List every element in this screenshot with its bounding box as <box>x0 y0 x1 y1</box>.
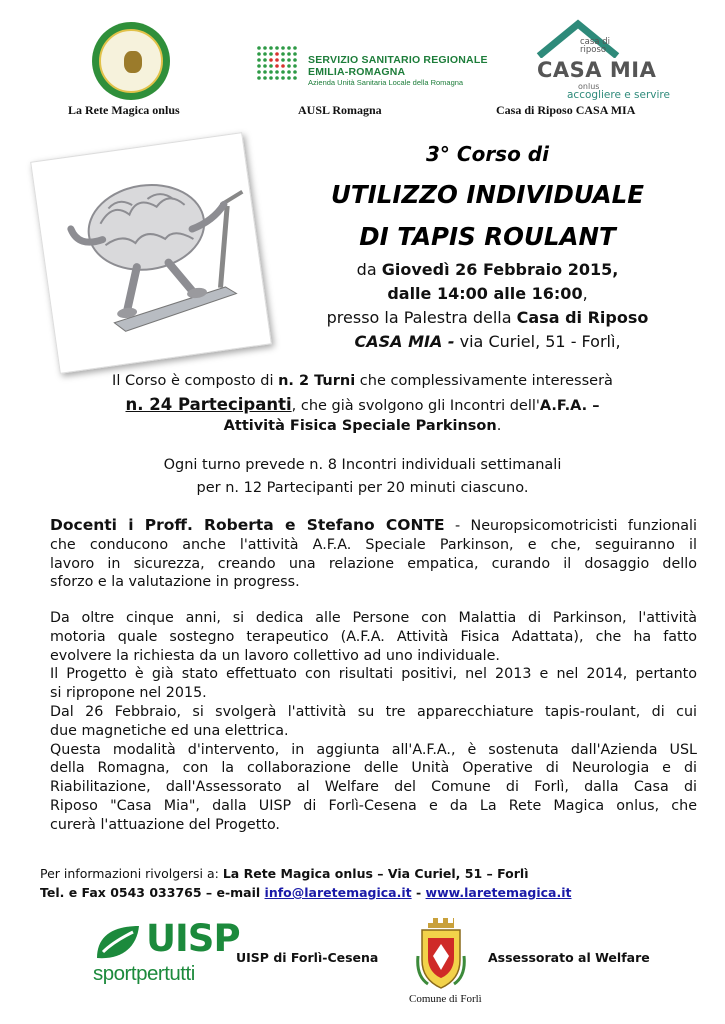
course-line3 <box>40 418 685 434</box>
course-turni: n. 2 Turni <box>278 373 356 389</box>
uisp-leaf-icon <box>93 922 143 964</box>
para-line: della Romagna, con la collaborazione delle Unità Operative di Neurologia e di <box>50 760 697 777</box>
casa-logo-tagline: accogliere e servire <box>567 89 670 101</box>
docenti-line: sforzo e la valutazione in progress. <box>50 574 300 591</box>
rete-magica-logo <box>92 22 170 100</box>
event-da: da <box>356 260 377 279</box>
contact-info-line <box>40 866 528 881</box>
email-link[interactable]: info@laretemagica.it <box>264 885 412 900</box>
event-place: Casa di Riposo <box>516 308 649 327</box>
event-presso <box>290 308 685 327</box>
para-line: Questa modalità d'intervento, in aggiunta all'A.F.A., è sostenuta dall'Azienda USL <box>50 741 697 758</box>
docenti-names: Docenti i Proff. Roberta e Stefano CONTE <box>50 516 445 534</box>
course-l1c: che complessivamente interesserà <box>359 373 613 389</box>
ausl-logo-text: SERVIZIO SANITARIO REGIONALE EMILIA-ROMAGNA Azienda Unità Sanitaria Locale della Romagna <box>308 54 488 87</box>
contact-tel: Tel. e Fax 0543 033765 – e-mail <box>40 885 265 900</box>
title-line3: DI TAPIS ROULANT <box>359 222 616 251</box>
title-line2: UTILIZZO INDIVIDUALE <box>331 180 644 209</box>
event-time: dalle 14:00 alle 16:00, <box>387 284 588 303</box>
event-presso-text: presso la Palestra della <box>326 308 512 327</box>
title-line1: 3° Corso di <box>426 142 549 166</box>
brain-running-illustration <box>31 133 270 372</box>
casa-logo-name: CASA MIA <box>537 58 657 82</box>
logo1-caption: La Rete Magica onlus <box>68 103 180 117</box>
uisp-logo-tagline: sportpertutti <box>93 962 195 985</box>
docenti-role: - Neuropsicomotricisti funzionali <box>444 518 697 534</box>
course-afa-full: Attività Fisica Speciale Parkinson <box>223 418 497 434</box>
casa-logo-onlus: onlus <box>578 82 600 91</box>
course-partecipanti: n. 24 Partecipanti <box>125 395 292 414</box>
course-afa: A.F.A. – <box>539 398 600 414</box>
para-line: Riposo "Casa Mia", dalla UISP di Forlì-Cesena e da La Rete Magica onlus, che <box>50 797 697 814</box>
event-address-text: via Curiel, 51 - Forlì, <box>459 332 621 351</box>
contact-sep: - <box>411 885 426 900</box>
docenti-paragraph <box>50 516 697 592</box>
course-line1 <box>40 373 685 389</box>
event-time-value: dalle 14:00 alle 16:00 <box>387 284 583 303</box>
contact-org: La Rete Magica onlus – Via Curiel, 51 – Forlì <box>222 866 529 881</box>
para-line: Dal 26 Febbraio, si svolgerà l'attività su tre apparecchiature tapis-roulant, di cui <box>50 703 697 720</box>
uisp-logo-text: UISP <box>146 917 240 960</box>
course-l3-end: . <box>496 418 502 434</box>
para-line: Il Progetto è già stato effettuato con risultati positivi, nel 2013 e nel 2014, pertanto <box>50 666 697 683</box>
website-link[interactable]: www.laretemagica.it <box>425 885 572 900</box>
event-address <box>290 332 685 351</box>
para-line: evolvere la richiesta da un lavoro collettivo ad uno individuale. <box>50 647 500 664</box>
turno-line2: per n. 12 Partecipanti per 20 minuti ciascuno. <box>196 480 529 496</box>
brain-treadmill-image <box>30 132 272 374</box>
description-paragraph <box>50 609 697 835</box>
para-line: Riabilitazione, dall'Assessorato al Welfare del Comune di Forlì, dalla Casa di <box>50 779 697 796</box>
para-line: motoria quale sostegno terapeutico (A.F.A. Attività Fisica Adattata), che ha fatto <box>50 628 697 645</box>
event-date-value: Giovedì 26 Febbraio 2015, <box>381 260 619 279</box>
docenti-line: che conducono anche l'attività A.F.A. Speciale Parkinson, e che, seguiranno il <box>50 536 697 553</box>
event-date <box>290 260 685 279</box>
event-place2: CASA MIA - <box>354 332 455 351</box>
logo3-caption: Casa di Riposo CASA MIA <box>496 103 636 117</box>
para-line: si ripropone nel 2015. <box>50 685 207 702</box>
contact-tel-line <box>40 885 572 900</box>
para-line: curerà l'attuazione del Progetto. <box>50 816 280 833</box>
para-line: due magnetiche ed una elettrica. <box>50 722 289 739</box>
casa-logo-small: casa di riposo <box>580 37 610 55</box>
turno-line1: Ogni turno prevede n. 8 Incontri individuali settimanali <box>163 457 562 473</box>
comune-caption: Assessorato al Welfare <box>488 950 650 965</box>
course-line2 <box>40 395 685 414</box>
para-line: Da oltre cinque anni, si dedica alle Persone con Malattia di Parkinson, l'attività <box>50 610 697 626</box>
docenti-first-line <box>50 516 697 536</box>
course-l1a: Il Corso è composto di <box>112 373 274 389</box>
contact-info-label: Per informazioni rivolgersi a: <box>40 866 223 881</box>
uisp-caption: UISP di Forlì-Cesena <box>236 950 379 965</box>
course-l2b: , che già svolgono gli Incontri dell' <box>291 398 540 414</box>
ausl-logo-grid <box>255 44 303 86</box>
comune-forli-crest-icon <box>416 916 466 992</box>
docenti-line: lavoro in sicurezza, creando una relazione empatica, curando il dosaggio dello <box>50 555 697 572</box>
logo2-caption: AUSL Romagna <box>298 103 382 117</box>
comune-label: Comune di Forlì <box>409 993 482 1005</box>
